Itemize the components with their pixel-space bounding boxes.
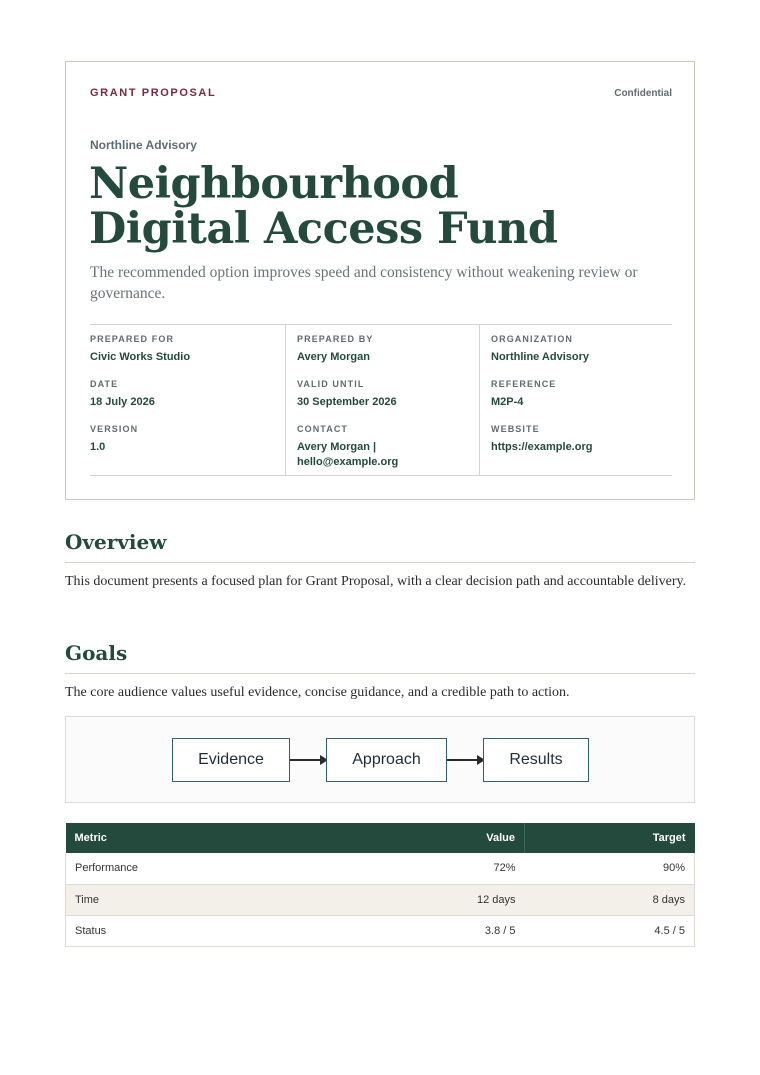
flow-step-results: Results (483, 738, 589, 782)
header-value: Value (354, 823, 525, 853)
meta-label: VALID UNTIL (297, 379, 365, 389)
table-row (66, 884, 695, 915)
meta-value: Avery Morgan | hello@example.org (297, 441, 399, 468)
metadata-column-3 (479, 325, 672, 475)
meta-label: CONTACT (297, 424, 349, 434)
meta-organization (491, 334, 666, 365)
document-type: GRANT PROPOSAL (90, 87, 217, 99)
meta-label: REFERENCE (491, 379, 557, 389)
meta-value: 18 July 2026 (90, 396, 155, 408)
meta-value: M2P-4 (491, 396, 524, 408)
meta-label: ORGANIZATION (491, 334, 574, 344)
meta-label: PREPARED FOR (90, 334, 175, 344)
meta-value: 1.0 (90, 441, 106, 453)
metadata-column-2 (285, 325, 479, 475)
metadata-grid (90, 324, 672, 476)
cell-value: 3.8 / 5 (354, 915, 525, 946)
cell-value: 72% (354, 853, 525, 884)
cell-target: 90% (525, 853, 695, 884)
meta-value: 30 September 2026 (297, 396, 397, 408)
meta-prepared-by (297, 334, 472, 365)
confidential-label: Confidential (614, 88, 672, 99)
meta-label: PREPARED BY (297, 334, 374, 344)
meta-value: Northline Advisory (491, 351, 589, 363)
document-subtitle: The recommended option improves speed and consistency without weakening review or governance. (90, 264, 638, 302)
organization-line: Northline Advisory (90, 138, 197, 152)
meta-version (90, 424, 265, 455)
meta-label: DATE (90, 379, 119, 389)
meta-website (491, 424, 666, 455)
overview-body: This document presents a focused plan for Grant Proposal, with a clear decision path and accountable delivery. (65, 574, 687, 589)
goals-heading: Goals (65, 641, 695, 674)
metrics-table (65, 823, 695, 947)
meta-value: Civic Works Studio (90, 351, 191, 363)
flow-step-evidence: Evidence (172, 738, 290, 782)
header-metric: Metric (66, 823, 354, 853)
cell-target: 4.5 / 5 (525, 915, 695, 946)
cell-metric: Time (66, 884, 354, 915)
flow-step-approach: Approach (326, 738, 447, 782)
document-title (89, 159, 669, 254)
flow-arrow-1 (290, 759, 326, 761)
meta-label: WEBSITE (491, 424, 540, 434)
cell-metric: Status (66, 915, 354, 946)
table-row (66, 915, 695, 946)
title-line-1: Neighbourhood (89, 159, 459, 209)
process-flow-diagram (65, 716, 695, 803)
table-row (66, 853, 695, 884)
meta-valid-until (297, 379, 472, 410)
meta-label: VERSION (90, 424, 139, 434)
meta-value: https://example.org (491, 441, 593, 453)
goals-body: The core audience values useful evidence, concise guidance, and a credible path to action. (65, 685, 570, 700)
metadata-column-1 (90, 325, 285, 475)
title-line-2: Digital Access Fund (89, 204, 558, 254)
cell-target: 8 days (525, 884, 695, 915)
cell-metric: Performance (66, 853, 354, 884)
overview-heading: Overview (65, 530, 695, 563)
cover-card (65, 61, 695, 500)
cell-value: 12 days (354, 884, 525, 915)
meta-prepared-for (90, 334, 265, 365)
meta-date (90, 379, 265, 410)
flow-arrow-2 (447, 759, 483, 761)
meta-value: Avery Morgan (297, 351, 370, 363)
header-target: Target (525, 823, 695, 853)
meta-reference (491, 379, 666, 410)
meta-contact (297, 424, 417, 470)
table-header-row (66, 823, 695, 853)
